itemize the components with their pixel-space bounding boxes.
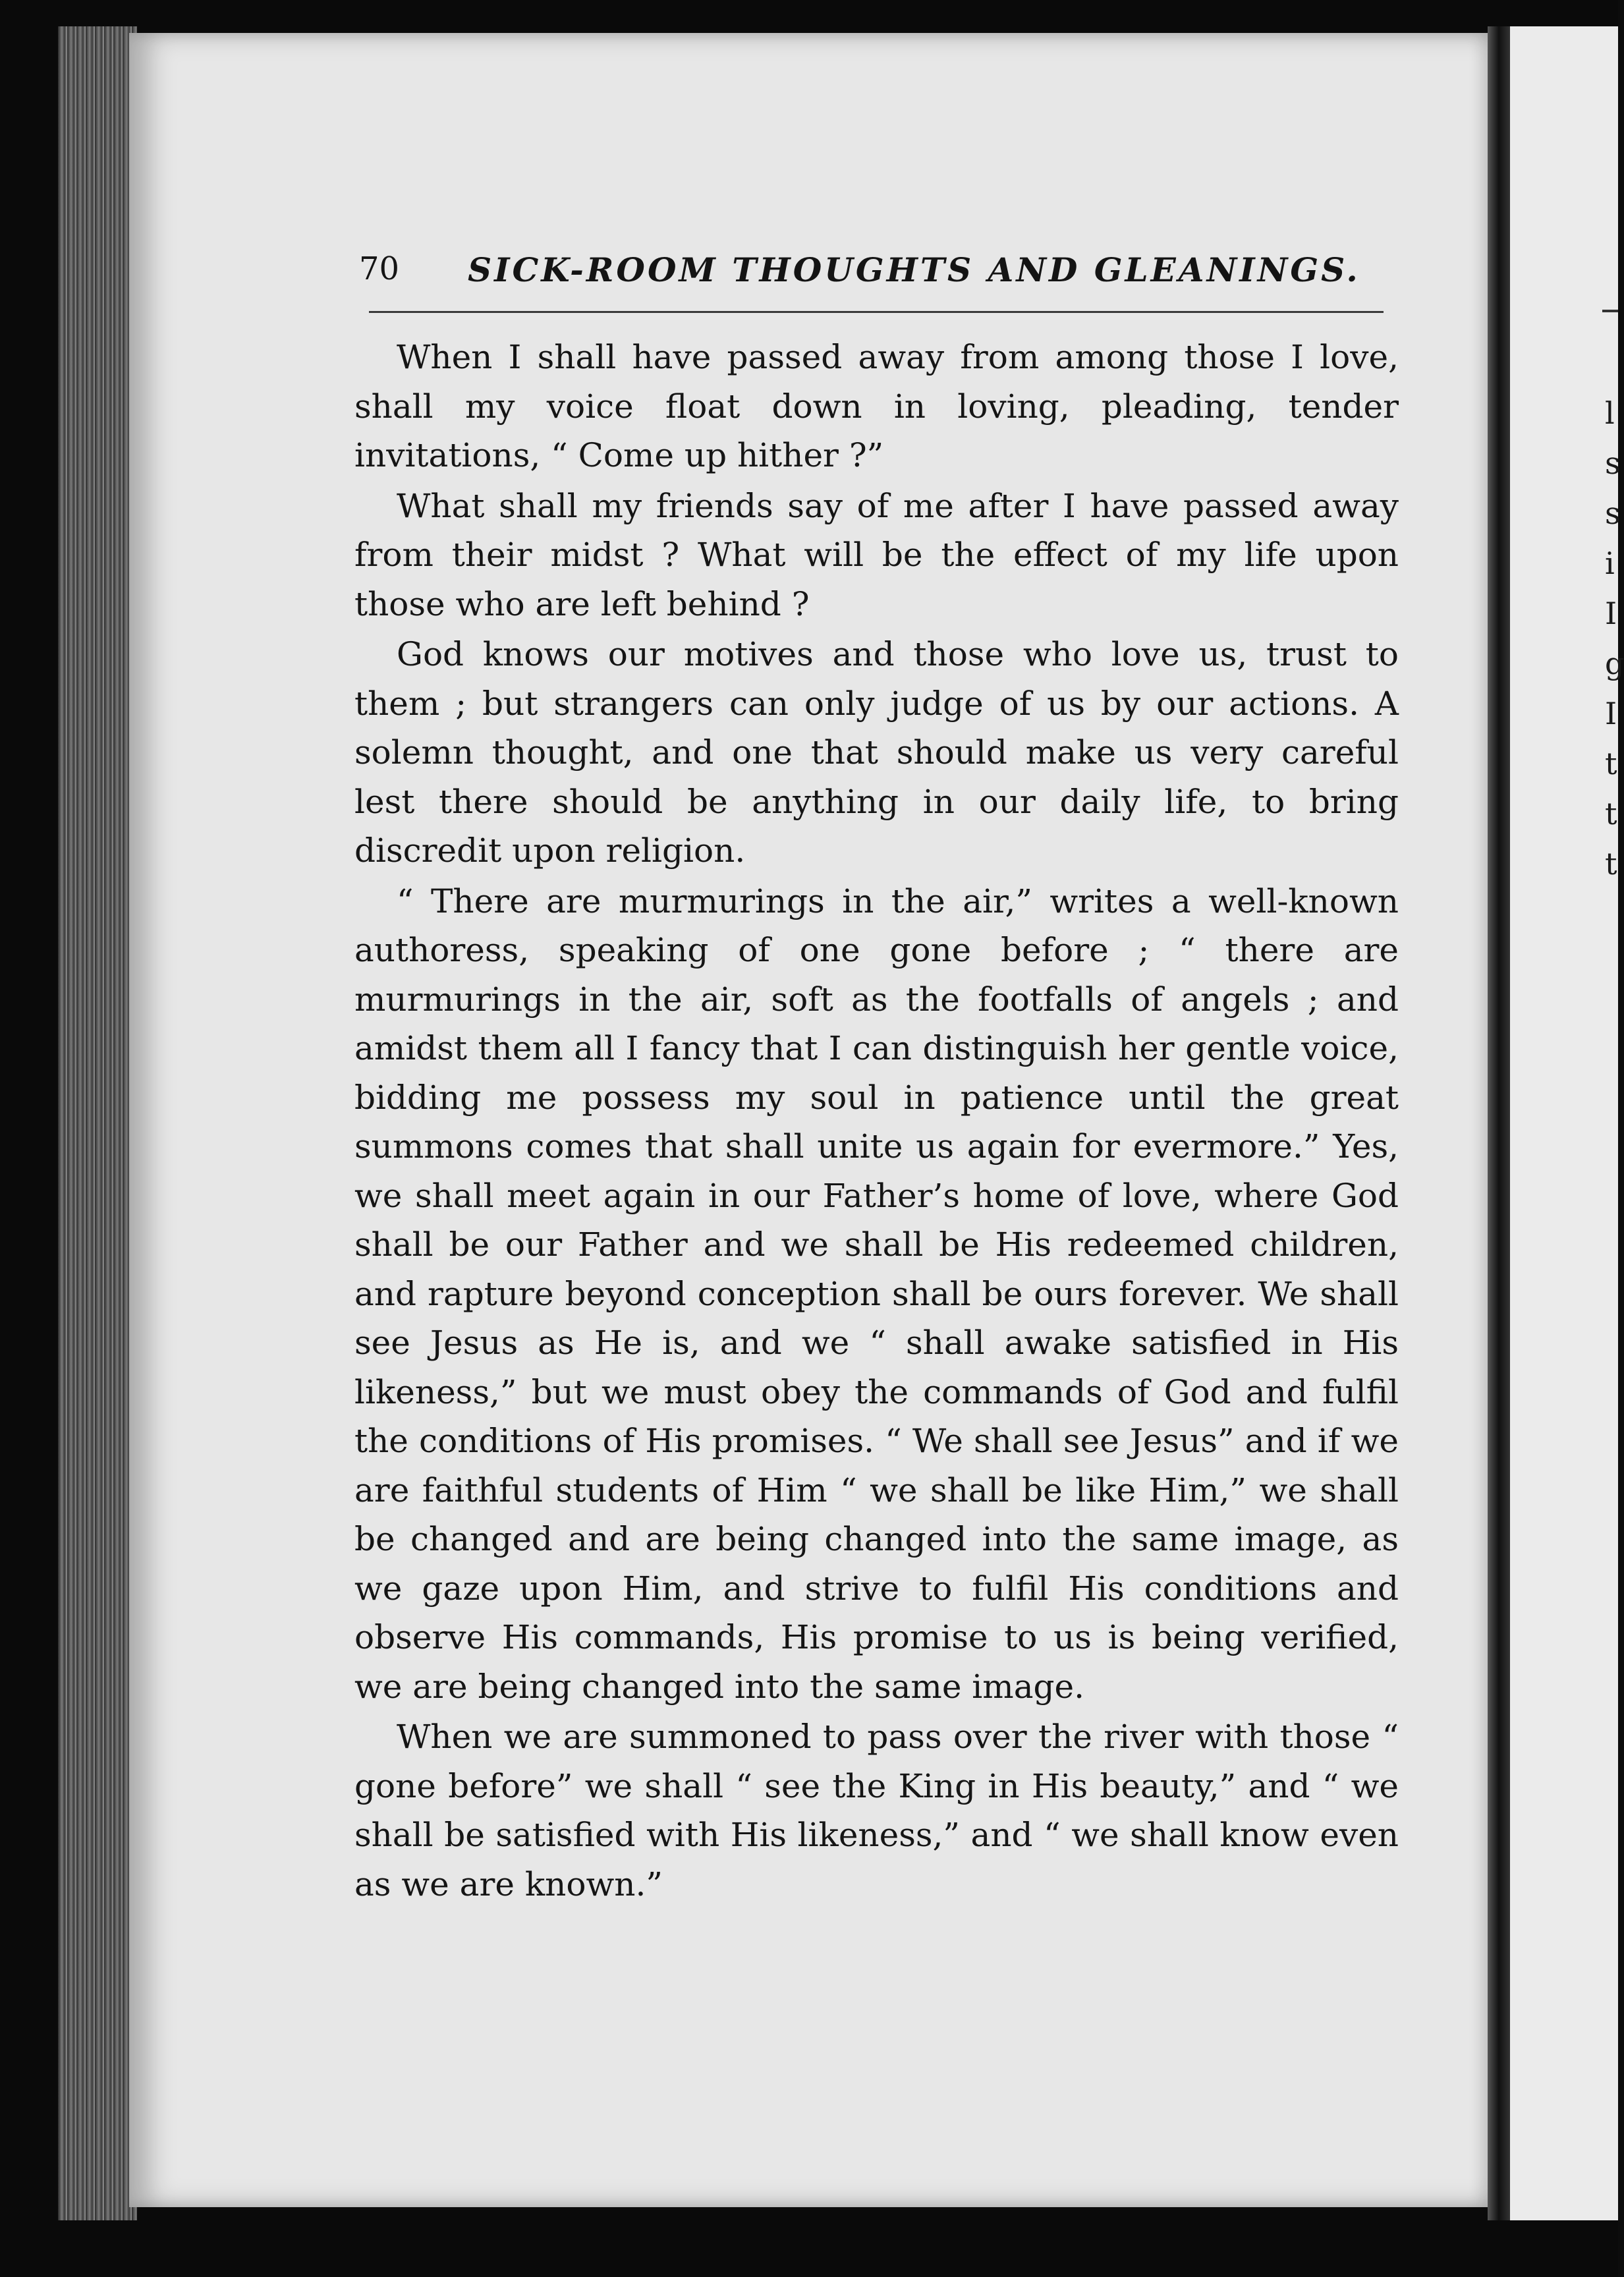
paragraph: God knows our motives and those who love us, trust to them ; but strangers can only judge of us by our actions. A solemn thought, and one that should make us very careful lest there should be anything in our daily life, to bring discredit upon religion. [354, 635, 1399, 870]
right-page-fragment: i [1605, 546, 1615, 581]
page-number: 70 [359, 250, 400, 287]
right-page-fragment: g [1605, 646, 1624, 681]
right-page-fragment: l [1605, 395, 1615, 431]
right-page-fragment: I [1605, 596, 1617, 631]
page-body-text [354, 333, 1399, 1910]
book-gutter [1488, 26, 1510, 2220]
right-page-fragment: t [1605, 846, 1617, 882]
right-page-fragment: t [1605, 746, 1617, 781]
right-page-edge [1510, 26, 1624, 2220]
right-page-fragment: s [1605, 445, 1621, 481]
book-page-edges [58, 26, 137, 2220]
running-title: SICK-ROOM THOUGHTS AND GLEANINGS. [468, 250, 1360, 289]
paragraph: “ There are murmurings in the air,” writes a well-known authoress, speaking of one gone before ; “ there are murmurings in the air, soft as the footfalls of angels ; and amidst them all I fancy that I can distinguish her gentle voice, bidding me possess my soul in patience until the great summons comes that shall unite us again for evermore.” Yes, we shall meet again in our Father’s home of love, where God shall be our Father and we shall be His redeemed children, and rapture beyond conception shall be ours forever. We shall see Jesus as He is, and we “ shall awake satisfied in His likeness,” but we must obey the commands of God and fulfil the conditions of His promises. “ We shall see Jesus” and if we are faithful students of Him “ we shall be like Him,” we shall be changed and are being changed into the same image, as we gaze upon Him, and strive to fulfil His conditions and observe His commands, His promise to us is being verified, we are being changed into the same image. [354, 882, 1399, 1706]
paragraph: What shall my friends say of me after I have passed away from their midst ? What will be the effect of my life upon those who are left behind ? [354, 486, 1399, 623]
running-header [359, 250, 1453, 296]
paragraph: When I shall have passed away from among those I love, shall my voice float down in loving, pleading, tender invitations, “ Come up hither ?” [354, 338, 1399, 474]
header-rule [369, 311, 1384, 313]
right-page-header-rule [1602, 310, 1618, 312]
right-page-fragment: I [1605, 696, 1617, 731]
paragraph: When we are summoned to pass over the river with those “ gone before” we shall “ see the King in His beauty,” and “ we shall be satisfied with His likeness,” and “ we shall know even as we are known.” [354, 1718, 1399, 1903]
right-page-fragment: t [1605, 796, 1617, 831]
right-page-fragment: s [1605, 495, 1621, 531]
